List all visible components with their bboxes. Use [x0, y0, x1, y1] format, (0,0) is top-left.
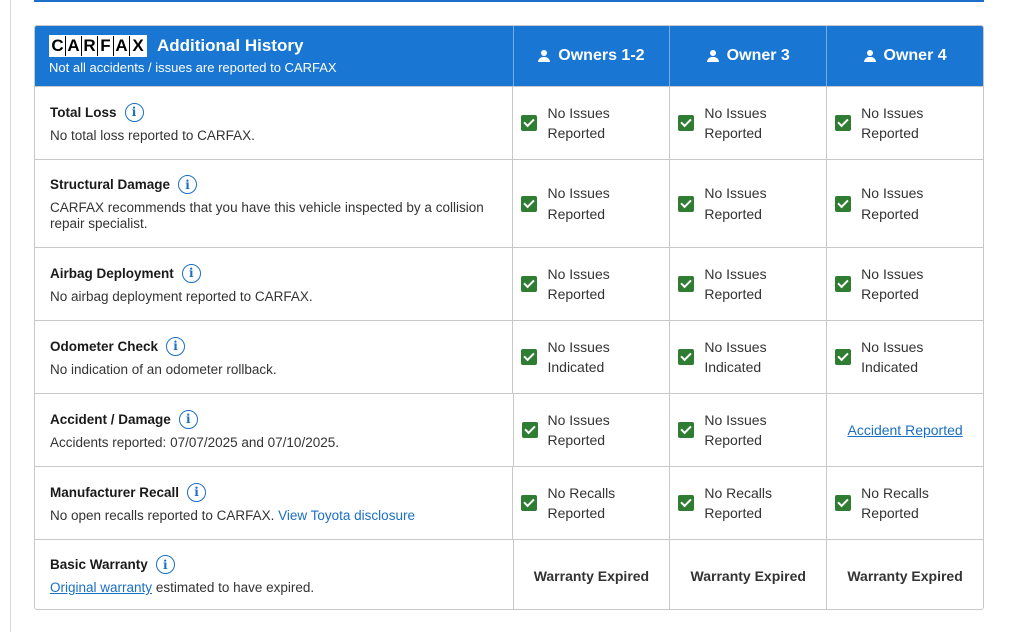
checkbox-checked-icon [521, 349, 537, 365]
status-text: No Recalls Reported [861, 484, 929, 521]
row-description: CARFAX recommends that you have this vehicle inspected by a collision repair specialist. [50, 200, 484, 231]
row-description: No total loss reported to CARFAX. [50, 127, 255, 143]
status-text: No Issues Reported [547, 104, 610, 141]
row-title: Basic Warranty [50, 557, 148, 573]
warranty-status: Warranty Expired [847, 567, 963, 584]
owner-column-header-3: Owner 4 [827, 26, 983, 86]
status-text: No Issues Indicated [861, 338, 924, 375]
row-title: Total Loss [50, 104, 117, 120]
person-icon [538, 50, 550, 63]
row-description: Original warranty estimated to have expired. [50, 580, 315, 596]
table-header [35, 26, 983, 86]
status-text: No Issues Indicated [704, 338, 767, 375]
page-divider [10, 0, 11, 632]
checkbox-checked-icon [678, 422, 694, 438]
table-row [35, 159, 983, 247]
view-toyota-disclosure-link[interactable]: View Toyota disclosure [278, 507, 415, 523]
top-rule [34, 0, 984, 2]
status-text: No Issues Reported [704, 265, 767, 302]
table-row [35, 247, 983, 320]
row-title: Airbag Deployment [50, 265, 174, 281]
person-icon [707, 50, 719, 63]
checkbox-checked-icon [678, 196, 694, 212]
table-row [35, 466, 983, 539]
info-icon[interactable]: i [166, 337, 185, 356]
info-icon[interactable]: i [187, 483, 206, 502]
status-text: No Issues Reported [704, 411, 767, 448]
checkbox-checked-icon [835, 115, 851, 131]
row-description: Accidents reported: 07/07/2025 and 07/10/2025. [50, 434, 339, 450]
status-text: No Issues Reported [704, 185, 767, 222]
row-title: Odometer Check [50, 338, 159, 354]
row-title: Structural Damage [50, 177, 171, 193]
status-text: No Issues Reported [861, 104, 924, 141]
original-warranty-link[interactable]: Original warranty [50, 580, 153, 596]
checkbox-checked-icon [521, 115, 537, 131]
info-icon[interactable]: i [125, 103, 144, 122]
warranty-status: Warranty Expired [670, 540, 827, 610]
person-icon [864, 50, 876, 63]
status-text: No Issues Reported [861, 185, 924, 222]
info-icon[interactable]: i [156, 555, 175, 574]
row-description: No indication of an odometer rollback. [50, 361, 277, 377]
checkbox-checked-icon [678, 276, 694, 292]
status-text: No Recalls Reported [547, 484, 616, 521]
status-text: No Issues Reported [547, 411, 610, 448]
checkbox-checked-icon [835, 276, 851, 292]
status-text: No Issues Reported [547, 185, 610, 222]
status-text: No Issues Reported [547, 265, 610, 302]
checkbox-checked-icon [835, 349, 851, 365]
status-text: No Issues Indicated [547, 338, 610, 375]
checkbox-checked-icon [678, 495, 694, 511]
status-text: No Issues Reported [861, 265, 924, 302]
checkbox-checked-icon [678, 349, 694, 365]
checkbox-checked-icon [521, 495, 537, 511]
checkbox-checked-icon [678, 115, 694, 131]
row-description: No airbag deployment reported to CARFAX. [50, 288, 313, 304]
info-icon[interactable]: i [182, 264, 201, 283]
status-text: No Issues Reported [704, 104, 767, 141]
owner-column-header-1: Owners 1-2 [514, 26, 671, 86]
table-row [35, 86, 983, 159]
table-row [35, 393, 983, 466]
table-row [35, 539, 983, 610]
row-description: No open recalls reported to CARFAX. View Toyota disclosure [50, 507, 415, 523]
info-icon[interactable]: i [179, 410, 198, 429]
info-icon[interactable]: i [178, 175, 197, 194]
row-title: Accident / Damage [50, 411, 171, 427]
owner-column-header-2: Owner 3 [670, 26, 827, 86]
header-subtitle: Not all accidents / issues are reported to CARFAX [49, 60, 337, 75]
table-row [35, 320, 983, 393]
checkbox-checked-icon [521, 196, 537, 212]
checkbox-checked-icon [522, 422, 538, 438]
warranty-status: Warranty Expired [514, 540, 671, 610]
additional-history-table [34, 25, 984, 610]
header-title: Additional History [157, 36, 304, 55]
row-title: Manufacturer Recall [50, 484, 180, 500]
header-label-cell [35, 26, 514, 86]
status-text: No Recalls Reported [704, 484, 773, 521]
checkbox-checked-icon [521, 276, 537, 292]
accident-reported-link[interactable]: Accident Reported [847, 422, 963, 438]
carfax-logo: C A R F A X [49, 35, 147, 57]
checkbox-checked-icon [835, 495, 851, 511]
checkbox-checked-icon [835, 196, 851, 212]
